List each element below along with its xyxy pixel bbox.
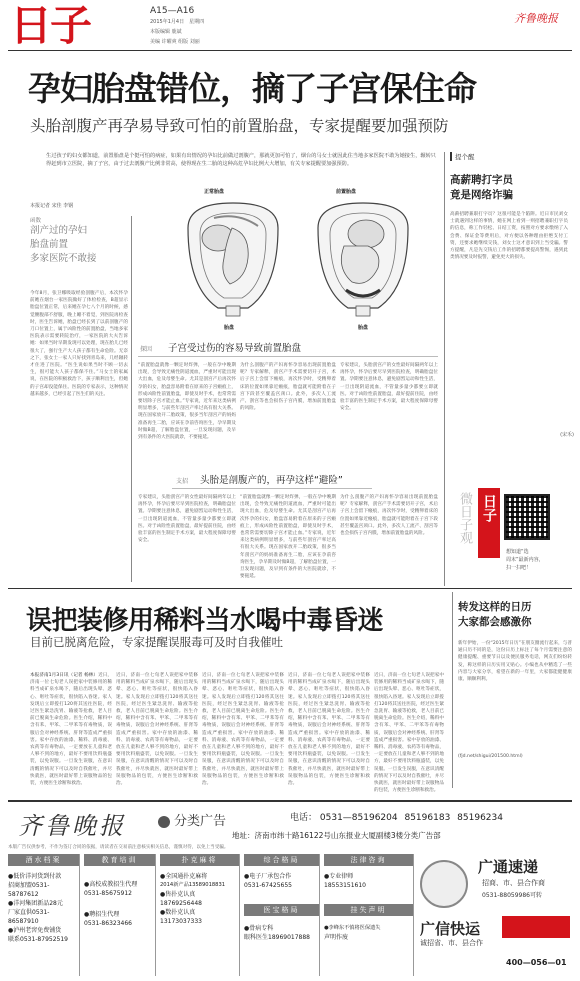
ads-section-title: [158, 810, 226, 829]
column-3: 为什么剖腹产的产妇再怀孕容易出现前置胎盘呢？专家解释，剖宫产手术需要切开子宫，术后子宫上会留下瘢痕，再次怀孕时，受精卵着床的位置如果靠近瘢痕，胎盘就可能附着在子宫下段甚至覆盖宫颈口。此外，多次人工流产、刮宫等也会损伤子宫内膜，增加前置胎盘的风险。: [240, 363, 336, 412]
page-range: A15—A16: [150, 6, 195, 16]
ad-item: ●专业律师: [324, 873, 354, 880]
ad-logistics-phone: 0531-88059986可转: [482, 892, 542, 899]
ad-col-edu: [84, 854, 156, 976]
weixin-badge: [478, 488, 500, 558]
weixin-caption-3: 扫一扫吧！: [506, 565, 532, 571]
weixin-promo: [454, 488, 574, 582]
sidebar-calendar: [458, 600, 574, 790]
ad-item: ●电子厂承包合作: [244, 873, 292, 880]
ad-item: ●数扑克认真: [160, 909, 196, 916]
ads-phones: [290, 810, 503, 823]
ad-logistics-title: 广通速递: [478, 858, 539, 876]
headline: 孕妇胎盘错位，摘了子宫保住命: [28, 69, 476, 108]
ad-cat-head: 综合格局: [244, 854, 319, 866]
qr-code[interactable]: [504, 494, 550, 540]
ad-item: ●聘招生代理: [84, 911, 120, 918]
ad-item: 声明作废: [324, 934, 349, 941]
ad-item: 联系0531-87952519: [8, 936, 68, 943]
story2-col-1: [30, 672, 112, 787]
ad-item: 13173037333: [160, 918, 202, 925]
sidebar2-headline-2: 大家都会感激你: [458, 616, 532, 628]
quote-line-1: 剖产过的孕妇: [30, 225, 88, 236]
sidebar-footer: (宋禾): [560, 432, 574, 438]
weixin-badge-text: 日子: [481, 494, 497, 522]
quote-label: 函数: [30, 218, 42, 224]
label-normal: 正常胎盘: [204, 189, 225, 195]
ad-item: 18553151610: [324, 882, 366, 889]
ad-cat-head: 法律咨询: [324, 854, 413, 866]
ad-logistics: [418, 854, 572, 976]
label-previa: 前置胎盘: [336, 189, 357, 195]
subheadline-2: 目前已脱离危险，专家提醒误服毒可及时自我催吐: [30, 635, 283, 649]
ad-item: ●低价洋河货到付款: [8, 873, 62, 880]
ad-item: 厂家直供0531-86587910: [8, 909, 50, 925]
paper-logo: 齐鲁晚报: [514, 12, 558, 25]
ads-brand: 齐鲁晚报: [18, 812, 126, 840]
pull-quote: [30, 216, 140, 282]
editor-line-1: 本版编辑 鹿斌: [150, 29, 182, 35]
subheadline: 头胎剖腹产再孕易导致可怕的前置胎盘，专家提醒要加强预防: [30, 117, 449, 135]
ads-address: 地址：济南市纬十路16122号山东报业大厦副楼3楼分类广告部: [232, 831, 441, 840]
ad-item: 眼科医生18969017888: [244, 934, 310, 941]
subhead-cause: 子宫受过伤的容易导致前置胎盘: [168, 343, 302, 354]
ad-item: 0531-86323466: [84, 920, 132, 927]
ads-phone-2[interactable]: 85196183: [404, 813, 451, 823]
ad-logistics-line: 招商、市、县合作商: [482, 879, 545, 887]
column-1: 今年8月，张卫娜吸取经验剖腹产后，本次怀孕前她在烟台一家医院做好了体检检查，B超显示胎盘位置正常，后来她在孕七八个月的时候，感觉腰腹部不舒服，晚上睡不着觉，到医院再检查时，医生告诉她，胎盘已经长到了以前剖腹产的刀口位置上，属于凶险性的前置胎盘，当地多家医院表示需要转院治疗，一家医院的大夫告诉她：如果当时早期发现可以处理，现在胎儿已经很大了，强行生产大人孩子都有生命危险。无奈之下，张女士一家人只好找到青岛来，几经辗转才住进了医院。“医生说如果当时不顾一切去生，很可能大人孩子都保不住。”马女士的家属说，在医院的积极救治下，孩子顺利出生，但她的子宫却没能保住。医院的专家表示，这种情况越来越多，已经引起了医生们的关注。: [30, 291, 128, 397]
ad-kuaiyun-tel[interactable]: 400—056—01: [506, 958, 567, 967]
ad-item: ●骨病专科: [244, 925, 274, 932]
ad-item: ●李峰东不慎将医保遗失: [324, 925, 381, 931]
caption-placenta-left: 胎盘: [224, 325, 235, 331]
ad-item: ●洋河集团新品28元: [8, 900, 63, 907]
sidebar-label: 提个醒: [450, 152, 574, 161]
ad-cat-head: 挂失声明: [324, 904, 413, 916]
ad-item: 0531-85675912: [84, 890, 132, 897]
ads-section-icon: [158, 816, 170, 828]
sidebar2-url: (fjd.net/shigui/201500.html): [458, 754, 523, 759]
story2-byline: 本报济南1月3日讯（记者 杨林）: [30, 673, 99, 678]
story2-col-3: 近日，济南一位七旬老人误把家中装修用的稀料当成矿泉水喝下，随后出现头晕、恶心、呕吐等症状，很快陷入昏迷。家人发现后立即拨打120将其送往医院，经过医生紧急洗胃、输液等抢救，老人目前已脱离生命危险。医生介绍，稀料中含有苯、甲苯、二甲苯等有毒物质，误服后会对神经系统、肝肾等造成严重损害。家中存放的油漆、稀料、消毒液、农药等有毒物品，一定要放在儿童和老人够不到的地方，最好不要用饮料瓶盛装，以免误服。一旦发生误服，在意识清醒的情况下可以及时自我催吐，并尽快就医，就医时最好带上误服物品的包装，方便医生诊断和救治。: [202, 673, 284, 787]
ad-col-general: [244, 854, 320, 976]
ad-item: ●泸州老窖免费铺货: [8, 927, 62, 934]
caption-placenta-right: 胎盘: [358, 325, 369, 331]
column-5: 专家建议，头胎剖宫产的女性最好间隔两年以上再怀孕，怀孕后要尽早到医院检查，明确胎盘位置。孕期要注意休息，避免剧烈运动和性生活，一旦出现阴道流血，不管量多量少都要立即就医。对于凶险性前置胎盘，最好提前住院，由经验丰富的医生制定手术方案，最大程度保障母婴安全。: [138, 495, 236, 544]
quote-line-3: 多家医院不敢接: [30, 253, 97, 264]
uterus-previa-figure: [308, 198, 418, 318]
sidebar2-body: 新年伊始，一份“2015年日历”在朋友圈流行起来，与普通日历不同的是，这份日历上标注了每个月需要注意的健康提醒、重要节日以及便民服务电话，网友们纷纷转发，称这样的日历实用又贴心。小编也从中精选了一些内容与大家分享，希望在新的一年里，大家都能健健康康、顺顺利利。: [458, 641, 572, 683]
ads-notice: 本版广告仅供参考，不作为签订合同的依据，请读者在交易前注意核实相关信息，谨慎对待，以免上当受骗。: [8, 845, 229, 850]
classified-ads: [8, 800, 572, 976]
ads-phone-1[interactable]: 0531—85196204: [319, 813, 398, 823]
weixin-vertical-text: 微日子观: [457, 492, 472, 544]
story-poisoning: [0, 592, 450, 792]
ad-item: ●全国通扑克麻将: [160, 873, 208, 880]
ads-phone-3[interactable]: 85196234: [457, 813, 503, 823]
ad-item: ●高校成教招生代理: [84, 881, 138, 888]
story2-lead-text: 近日，济南一位七旬老人误把家中装修用的稀料当成矿泉水喝下，随后出现头晕、恶心、呕吐等症状，很快陷入昏迷。家人发现后立即拨打120将其送往医院，经过医生紧急洗胃、输液等抢救，老人目前已脱离生命危险。医生介绍，稀料中含有苯、甲苯、二甲苯等有毒物质，误服后会对神经系统、肝肾等造成严重损害。家中存放的油漆、稀料、消毒液、农药等有毒物品，一定要放在儿童和老人够不到的地方，最好不要用饮料瓶盛装，以免误服。一旦发生误服，在意识清醒的情况下可以及时自我催吐，并尽快就医，就医时最好带上误服物品的包装，方便医生诊断和救治。: [30, 673, 112, 787]
ads-section-label: 分类广告: [174, 814, 227, 829]
headline-2: 误把装修用稀料当水喝中毒昏迷: [26, 606, 384, 636]
placenta-illustration: [168, 188, 428, 338]
column-2: “前置胎盘就像一颗定时炸弹，一般在孕中晚期出现，会导致无痛性阴道流血，严重时可能出现大出血，危及母婴生命。尤其是剖宫产后再次怀孕的妇女，胎盘容易附着在原来的子宫瘢痕上，形成凶险性前置胎盘，即使及时手术，也常常需要切除子宫才能止血。”专家说，近年来这类病例明显增多，与前些年剖宫产率过高有很大关系。现在国家放开二胎政策，很多当年剖宫产的妈妈准备再生二胎，应该在孕前咨询医生，孕早期及时做B超，了解胎盘位置，一旦发现问题，及早到有条件的大医院就诊，不要拖延。: [138, 363, 236, 441]
ad-cat-head: 酒水档案: [8, 854, 79, 866]
sidebar-body: 高薪招聘兼职打字员？这很可能是个陷阱。近日市民刘女士就遇到这样的事情，她在网上看到一则招聘兼职打字员的信息，称工作轻松、日结工资，按照对方要求缴纳了入会费、保证金等费用后，对方便以各种理由拒绝支付工资，还要求她继续交钱，刘女士这才意识到上当受骗。警方提醒，凡是先交钱后工作的招聘都要提高警惕，遇到此类情况要及时报警，避免更大的损失。: [450, 212, 568, 261]
column-6: “前置胎盘就像一颗定时炸弹，一般在孕中晚期出现，会导致无痛性阴道流血，严重时可能出现大出血，危及母婴生命。尤其是剖宫产后再次怀孕的妇女，胎盘容易附着在原来的子宫瘢痕上，形成凶险性前置胎盘，即使及时手术，也常常需要切除子宫才能止血。”专家说，近年来这类病例明显增多，与前些年剖宫产率过高有很大关系。现在国家放开二胎政策，很多当年剖宫产的妈妈准备再生二胎，应该在孕前咨询医生，孕早期及时做B超，了解胎盘位置，一旦发现问题，及早到有条件的大医院就诊，不要拖延。: [240, 495, 336, 580]
sidebar-headline-1: 高薪聘打字员: [450, 174, 513, 186]
sidebar-headline-2: 竟是网络诈骗: [450, 189, 513, 201]
byline: 本报记者 宋佳 李钢: [30, 203, 74, 209]
editor-line-2: 美编 许曜爽 组版 刘丽: [150, 39, 200, 45]
ad-kuaiyun-banner: [502, 916, 570, 938]
uterus-normal-figure: [178, 198, 288, 318]
issue-date: 2015年1月4日 星期四: [150, 19, 205, 25]
story2-col-2: 近日，济南一位七旬老人误把家中装修用的稀料当成矿泉水喝下，随后出现头晕、恶心、呕吐等症状，很快陷入昏迷。家人发现后立即拨打120将其送往医院，经过医生紧急洗胃、输液等抢救，老人目前已脱离生命危险。医生介绍，稀料中含有苯、甲苯、二甲苯等有毒物质，误服后会对神经系统、肝肾等造成严重损害。家中存放的油漆、稀料、消毒液、农药等有毒物品，一定要放在儿童和老人够不到的地方，最好不要用饮料瓶盛装，以免误服。一旦发生误服，在意识清醒的情况下可以及时自我催吐，并尽快就医，就医时最好带上误服物品的包装，方便医生诊断和救治。: [116, 673, 198, 787]
story2-col-5: 近日，济南一位七旬老人误把家中装修用的稀料当成矿泉水喝下，随后出现头晕、恶心、呕吐等症状，很快陷入昏迷。家人发现后立即拨打120将其送往医院，经过医生紧急洗胃、输液等抢救，老人目前已脱离生命危险。医生介绍，稀料中含有苯、甲苯、二甲苯等有毒物质，误服后会对神经系统、肝肾等造成严重损害。家中存放的油漆、稀料、消毒液、农药等有毒物品，一定要放在儿童和老人够不到的地方，最好不要用饮料瓶盛装，以免误服。一旦发生误服，在意识清醒的情况下可以及时自我催吐，并尽快就医，就医时最好带上误服物品的包装，方便医生诊断和救治。: [374, 673, 444, 794]
sidebar2-headline-1: 转发这样的日历: [458, 601, 532, 613]
sidebar-fraud: [450, 152, 574, 452]
story2-col-4: 近日，济南一位七旬老人误把家中装修用的稀料当成矿泉水喝下，随后出现头晕、恶心、呕吐等症状，很快陷入昏迷。家人发现后立即拨打120将其送往医院，经过医生紧急洗胃、输液等抢救，老人目前已脱离生命危险。医生介绍，稀料中含有苯、甲苯、二甲苯等有毒物质，误服后会对神经系统、肝肾等造成严重损害。家中存放的油漆、稀料、消毒液、农药等有毒物品，一定要放在儿童和老人够不到的地方，最好不要用饮料瓶盛装，以免误服。一旦发生误服，在意识清醒的情况下可以及时自我催吐，并尽快就医，就医时最好带上误服物品的包装，方便医生诊断和救治。: [288, 673, 370, 787]
column-4: 专家建议，头胎剖宫产的女性最好间隔两年以上再怀孕，怀孕后要尽早到医院检查，明确胎盘位置。孕期要注意休息，避免剧烈运动和性生活，一旦出现阴道流血，不管量多量少都要立即就医。对于凶险性前置胎盘，最好提前住院，由经验丰富的医生制定手术方案，最大程度保障母婴安全。: [340, 363, 438, 412]
ad-kuaiyun-title: 广信快运: [420, 920, 481, 938]
ad-item: ●售扑克认真: [160, 891, 196, 898]
weixin-caption-1: 想知道“选: [506, 549, 529, 555]
section-logo: 日子: [10, 1, 91, 50]
quote-line-2: 胎盘前置: [30, 239, 69, 250]
ad-col-poker: [160, 854, 240, 976]
ad-item: 18769256448: [160, 900, 202, 907]
masthead: [0, 0, 580, 56]
ad-cat-head: 医宝格局: [244, 904, 319, 916]
ad-kuaiyun-slogan: 诚招省、市、县合作: [420, 939, 483, 947]
ad-cat-head: 扑克麻将: [160, 854, 239, 866]
lead-paragraph: 生过孩子的妇女都知道，前置胎盘是个挺可怕的病症，如果有出情况的孕妇比前做过剖腹产，那就更加可怕了，烟台的马女士就因此住当地多家医院不敢为她接生，辗转只得赶到市立医院，摘了子宫，由于过去剖腹产比例非常高，使得现在生二胎的这种高危孕妇比例大大增加，有关专家提醒要加强预防。: [46, 153, 436, 168]
subhead-tips: 头胎是剖腹产的，再孕这样“避险”: [200, 475, 343, 486]
section-tag-tips: 支招: [176, 478, 189, 485]
ad-col-wine: [8, 854, 80, 976]
section-tag-cause: 探因: [140, 346, 153, 353]
ads-phone-label: 电话：: [290, 813, 318, 823]
ad-logo-circle: [420, 860, 468, 908]
ad-item: 0531-67425655: [244, 882, 292, 889]
ad-item: 招商加盟0531-58787612: [8, 882, 50, 898]
weixin-caption-2: 周末”最新内容，: [506, 557, 544, 563]
ad-item: 2014新产品13589018831: [160, 882, 226, 888]
ad-cat-head: 教育培训: [84, 854, 155, 866]
ad-col-legal: [324, 854, 414, 976]
column-7: 为什么剖腹产的产妇再怀孕容易出现前置胎盘呢？专家解释，剖宫产手术需要切开子宫，术后子宫上会留下瘢痕，再次怀孕时，受精卵着床的位置如果靠近瘢痕，胎盘就可能附着在子宫下段甚至覆盖宫颈口。此外，多次人工流产、刮宫等也会损伤子宫内膜，增加前置胎盘的风险。: [340, 495, 438, 537]
